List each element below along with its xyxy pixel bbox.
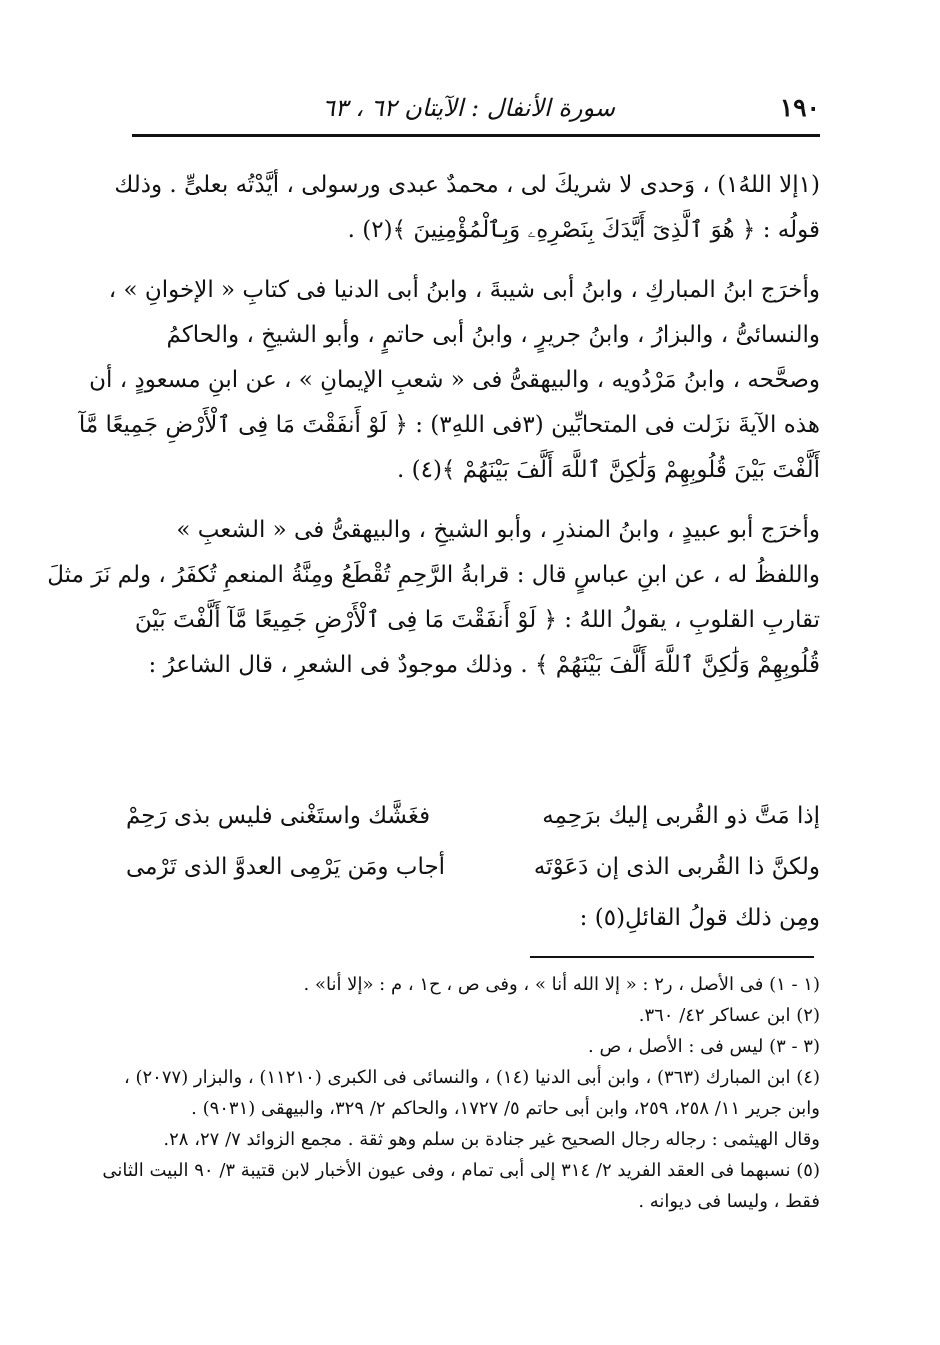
text-line: هذه الآيةَ نزَلت فى المتحابِّين (٣فى اللهِ٣) : ﴿ لَوْ أَنفَقْتَ مَا فِى ٱلْأَرْضِ جَمِيعًا مَّآ: [78, 412, 820, 438]
poem-first-hemistich: إذا مَتَّ ذو القُربى إليك برَحِمِه: [542, 803, 820, 829]
footnote-line: (٣ - ٣) ليس فى : الأصل ، ص .: [588, 1036, 820, 1057]
paragraph-3: [47, 508, 820, 688]
running-title: سورة الأنفال : الآيتان ٦٢ ، ٦٣: [322, 94, 615, 122]
footnote-line: (٤) ابن المبارك (٣٦٣) ، وابن أبى الدنيا (١٤) ، والنسائى فى الكبرى (١١٢١٠) ، والبزار (٢٠٧٧) ،: [123, 1067, 820, 1088]
footnotes: [102, 969, 820, 1217]
footnote-line: (١ - ١) فى الأصل ، ر٢ : « إلا الله أنا » ، وفى ص ، ح١ ، م : «إلا أنا» .: [303, 974, 820, 995]
poem-verse: [126, 842, 820, 893]
text-line: أَلَّفْتَ بَيْنَ قُلُوبِهِمْ وَلَٰكِنَّ ٱللَّهَ أَلَّفَ بَيْنَهُمْ ﴾(٤) .: [396, 457, 820, 483]
paragraph-2: [78, 268, 820, 493]
page-number: ١٩٠: [779, 93, 820, 122]
footnote-line: وقال الهيثمى : رجاله رجال الصحيح غير جنادة بن سلم وهو ثقة . مجمع الزوائد ٧/ ٢٧، ٢٨.: [163, 1129, 820, 1150]
text-line: وأخرَج ابنُ المباركِ ، وابنُ أبى شيبةَ ، وابنُ أبى الدنيا فى كتابِ « الإخوانِ » ،: [108, 277, 820, 303]
footnote-line: (٢) ابن عساكر ٤٢/ ٣٦٠.: [638, 1005, 820, 1026]
page-header: [132, 88, 820, 128]
footnote-separator: [530, 956, 814, 958]
poem-second-hemistich: فغَشَّك واستَغْنى فليس بذى رَحِمْ: [126, 803, 431, 829]
paragraph-1: [114, 163, 820, 253]
poem-block: [126, 791, 820, 944]
poem-intro-line: [126, 893, 820, 944]
header-rule: [132, 134, 820, 137]
text-line: قُلُوبِهِمْ وَلَٰكِنَّ ٱللَّهَ أَلَّفَ بَيْنَهُمْ ﴾ . وذلك موجودٌ فى الشعرِ ، قال الشاعرُ :: [148, 652, 820, 678]
text-line: وأخرَج أبو عبيدٍ ، وابنُ المنذرِ ، وأبو الشيخِ ، والبيهقىُّ فى « الشعبِ »: [176, 517, 820, 543]
text-line: تقاربِ القلوبِ ، يقولُ اللهُ : ﴿ لَوْ أَنفَقْتَ مَا فِى ٱلْأَرْضِ جَمِيعًا مَّآ أَلَّفْتَ بَيْنَ: [134, 607, 820, 633]
text-line: واللفظُ له ، عن ابنِ عباسٍ قال : قرابةُ الرَّحِمِ تُقْطَعُ ومِنَّةُ المنعمِ تُكفَرُ ، ولم نَرَ مثلَ: [47, 562, 820, 588]
footnote-line: فقط ، وليسا فى ديوانه .: [638, 1191, 820, 1212]
text-line: وصحَّحه ، وابنُ مَرْدُويه ، والبيهقىُّ فى « شعبِ الإيمانِ » ، عن ابنِ مسعودٍ ، أن: [89, 367, 820, 393]
footnote-line: وابن جرير ١١/ ٢٥٨، ٢٥٩، وابن أبى حاتم ٥/ ١٧٢٧، والحاكم ٢/ ٣٢٩، والبيهقى (٩٠٣١) .: [191, 1098, 820, 1119]
poem-second-hemistich: أجاب ومَن يَرْمِى العدوَّ الذى تَرْمى: [126, 854, 446, 880]
text-line: والنسائىُّ ، والبزارُ ، وابنُ جريرٍ ، وابنُ أبى حاتمٍ ، وأبو الشيخِ ، والحاكمُ: [166, 322, 820, 348]
text-line: (١إلا اللهُ١) ، وَحدى لا شريكَ لى ، محمدٌ عبدى ورسولى ، أيَّدْتُه بعلىٍّ . وذلك: [114, 172, 820, 198]
footnote-line: (٥) نسبهما فى العقد الفريد ٢/ ٣١٤ إلى أبى تمام ، وفى عيون الأخبار لابن قتيبة ٣/ ٩٠ البيت الثانى: [102, 1160, 820, 1181]
poem-intro-text: ومِن ذلك قولُ القائلِ(٥) :: [579, 905, 820, 931]
main-text: [47, 163, 820, 703]
text-line: قولُه : ﴿ هُوَ ٱلَّذِىٓ أَيَّدَكَ بِنَصْرِهِۦ وَبِٱلْمُؤْمِنِينَ ﴾(٢) .: [347, 217, 820, 243]
poem-first-hemistich: ولكنَّ ذا القُربى الذى إن دَعَوْتَه: [533, 854, 820, 880]
poem-verse: [126, 791, 820, 842]
